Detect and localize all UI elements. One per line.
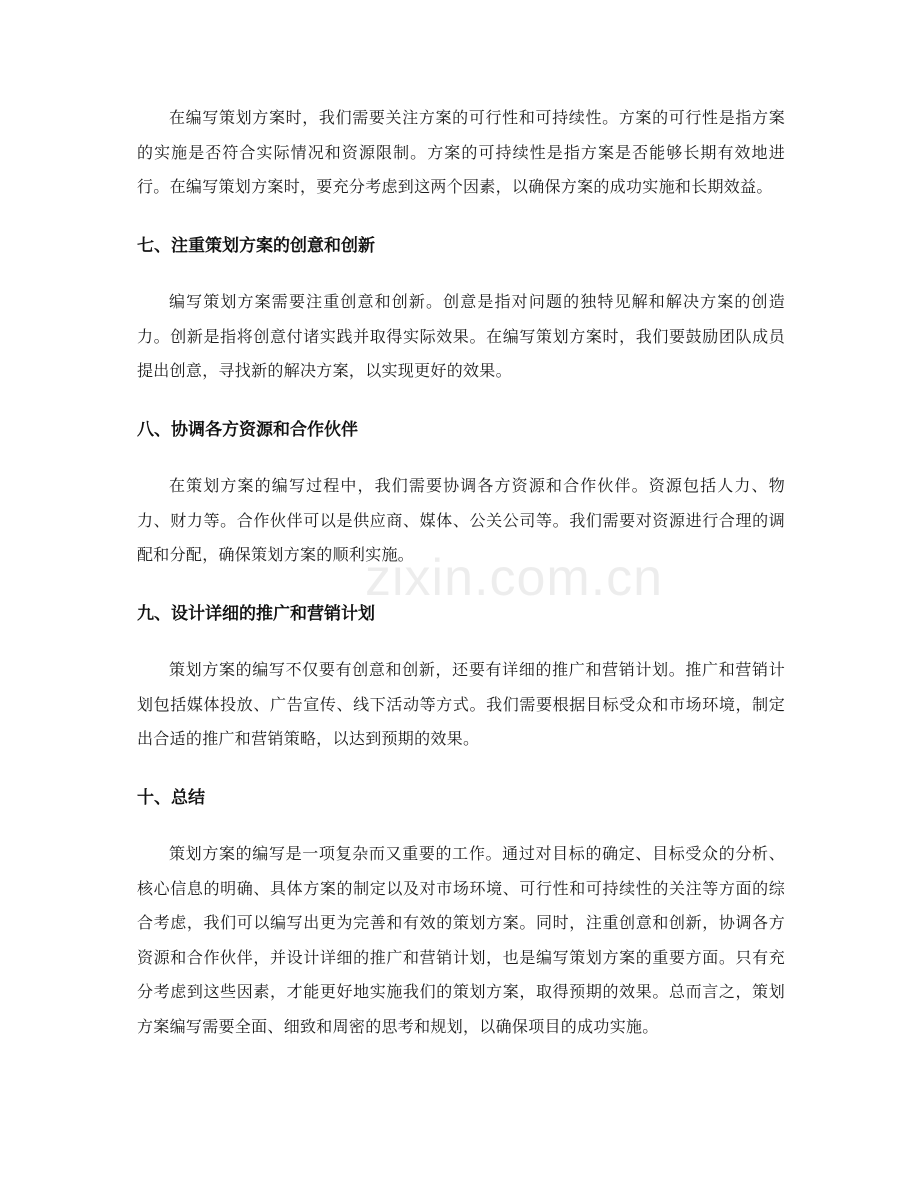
- section-paragraph-9: 策划方案的编写不仅要有创意和创新，还要有详细的推广和营销计划。推广和营销计划包括媒体投放、广告宣传、线下活动等方式。我们需要根据目标受众和市场环境，制定出合适的推广和营销策略，以达到预期的效果。: [137, 660, 785, 748]
- section-heading-9: 九、设计详细的推广和营销计划: [137, 603, 375, 624]
- spacer: [137, 205, 785, 229]
- spacer: [137, 815, 785, 837]
- spacer: [137, 631, 785, 653]
- spacer: [137, 757, 785, 781]
- spacer: [137, 389, 785, 413]
- spacer: [137, 573, 785, 597]
- section-paragraph-10: 策划方案的编写是一项复杂而又重要的工作。通过对目标的确定、目标受众的分析、核心信息的明确、具体方案的制定以及对市场环境、可行性和可持续性的关注等方面的综合考虑，我们可以编写出更为完善和有效的策划方案。同时，注重创意和创新，协调各方资源和合作伙伴，并设计详细的推广和营销计划，也是编写策划方案的重要方面。只有充分考虑到这些因素，才能更好地实施我们的策划方案，取得预期的效果。总而言之，策划方案编写需要全面、细致和周密的思考和规划，以确保项目的成功实施。: [137, 844, 785, 1036]
- document-body: [137, 101, 785, 1044]
- section-heading-7: 七、注重策划方案的创意和创新: [137, 235, 375, 256]
- intro-paragraph: 在编写策划方案时，我们需要关注方案的可行性和可持续性。方案的可行性是指方案的实施是否符合实际情况和资源限制。方案的可持续性是指方案是否能够长期有效地进行。在编写策划方案时，要充分考虑到这两个因素，以确保方案的成功实施和长期效益。: [137, 108, 785, 196]
- section-paragraph-7: 编写策划方案需要注重创意和创新。创意是指对问题的独特见解和解决方案的创造力。创新是指将创意付诸实践并取得实际效果。在编写策划方案时，我们要鼓励团队成员提出创意，寻找新的解决方案，以实现更好的效果。: [137, 292, 785, 380]
- section-paragraph-8: 在策划方案的编写过程中，我们需要协调各方资源和合作伙伴。资源包括人力、物力、财力等。合作伙伴可以是供应商、媒体、公关公司等。我们需要对资源进行合理的调配和分配，确保策划方案的顺利实施。: [137, 476, 785, 564]
- spacer: [137, 263, 785, 285]
- section-heading-10: 十、总结: [137, 787, 205, 808]
- watermark-text: zixin.com.cn: [365, 549, 664, 607]
- section-heading-8: 八、协调各方资源和合作伙伴: [137, 419, 358, 440]
- spacer: [137, 447, 785, 469]
